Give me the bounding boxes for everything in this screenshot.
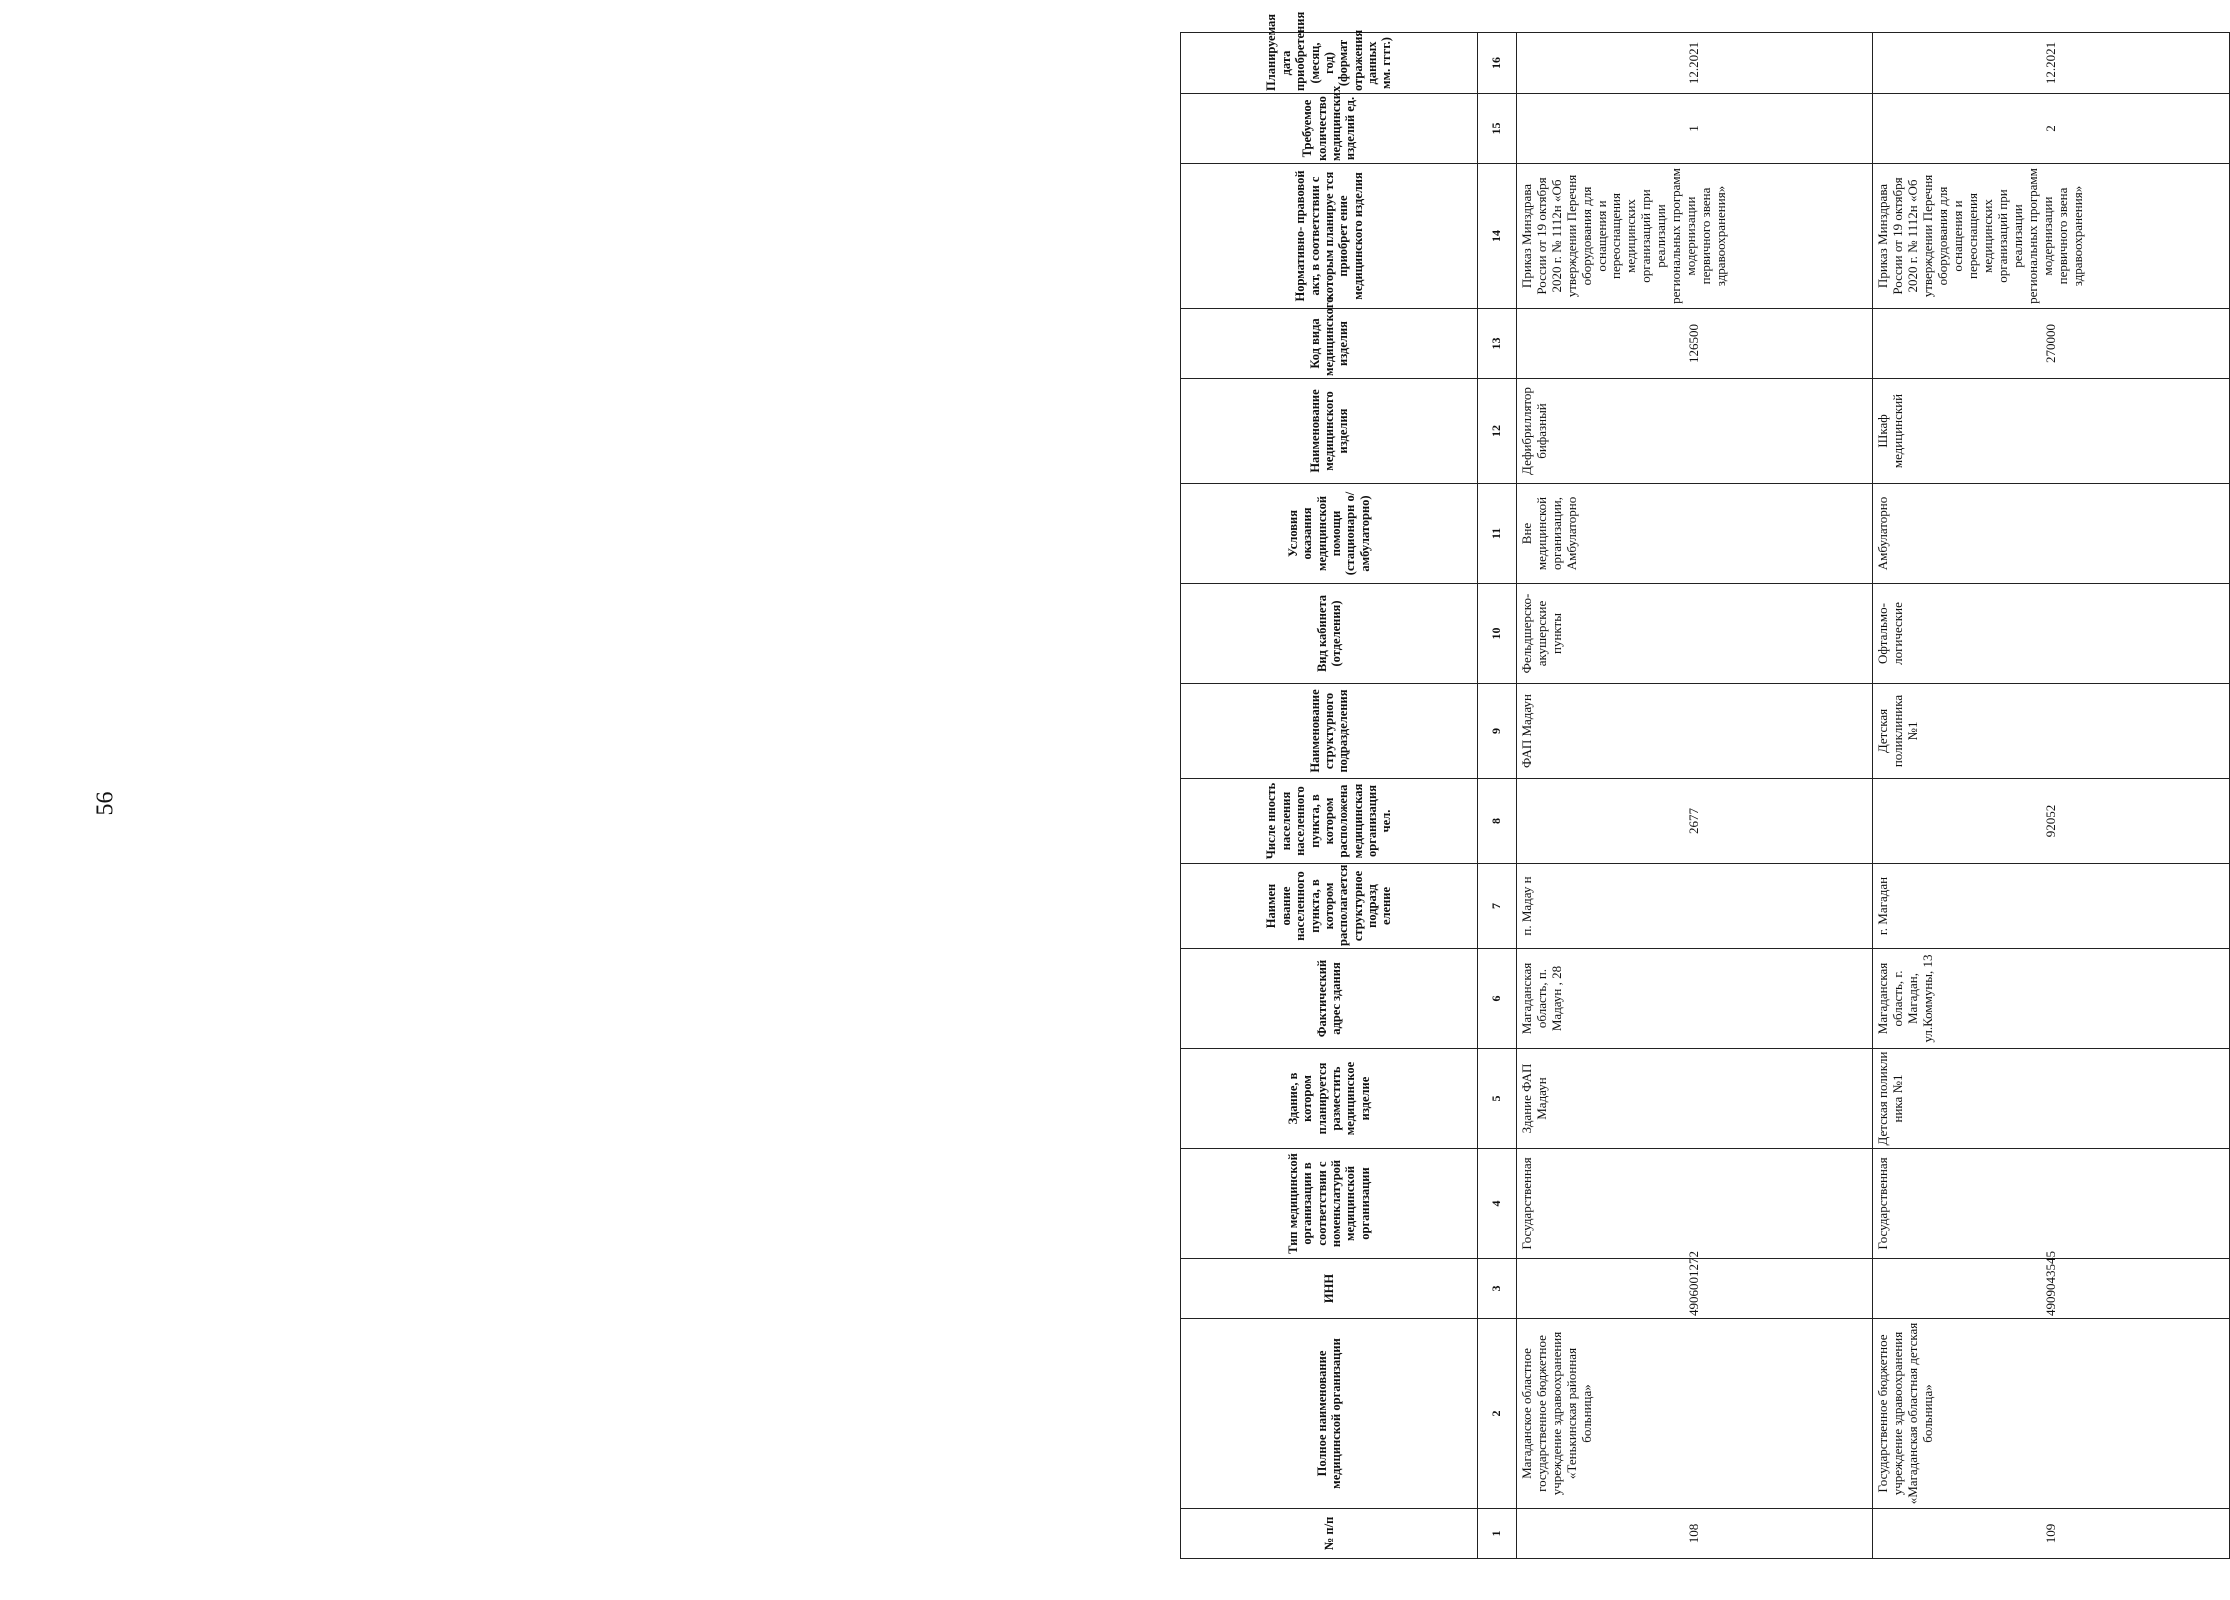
organization-name: Государственное бюджетное учреждение здравоохранения «Магаданская областная детская больница»	[1873, 1319, 2230, 1509]
column-number: 6	[1478, 949, 1517, 1049]
column-number: 5	[1478, 1049, 1517, 1149]
header-cell: Вид кабинета (отделения)	[1181, 584, 1478, 684]
address: Магаданская область, п. Мадаун , 28	[1516, 949, 1873, 1049]
column-number: 15	[1478, 94, 1517, 164]
table-row	[1873, 33, 2230, 1559]
settlement: п. Мадау н	[1516, 864, 1873, 949]
header-cell: Наименование структурного подразделения	[1181, 684, 1478, 779]
header-cell: Планируемая дата приобретения (месяц, год) (формат отражения данных мм. гггг.)	[1181, 33, 1478, 94]
column-number: 14	[1478, 164, 1517, 309]
subdivision: Детская поликлиника №1	[1873, 684, 2230, 779]
row-number: 109	[1873, 1509, 2230, 1559]
header-cell: Наименование медицинского изделия	[1181, 379, 1478, 484]
care-conditions: Вне медицинской организации, Амбулаторно	[1516, 484, 1873, 584]
header-cell: Условия оказания медицинской помощи (стационарн о/амбулаторно)	[1181, 484, 1478, 584]
header-cell: Числе нность населения населенного пункта, в котором расположена медицинская организация чел.	[1181, 779, 1478, 864]
organization-type: Государственная	[1516, 1149, 1873, 1259]
column-number: 4	[1478, 1149, 1517, 1259]
planned-date: 12.2021	[1873, 33, 2230, 94]
header-cell: Тип медицинской организации в соответствии с номенклатурой медицинской организации	[1181, 1149, 1478, 1259]
column-number: 2	[1478, 1319, 1517, 1509]
care-conditions: Амбулаторно	[1873, 484, 2230, 584]
header-cell: Код вида медицинского изделия	[1181, 309, 1478, 379]
legal-act: Приказ Минздрава России от 19 октября 2020 г. № 1112н «Об утверждении Перечня оборудования для оснащения и переоснащения медицинских организаций при реализации региональных программ модернизации первичного звена здравоохранения»	[1516, 164, 1873, 309]
header-cell: Полное наименование медицинской организации	[1181, 1319, 1478, 1509]
quantity: 2	[1873, 94, 2230, 164]
column-number: 8	[1478, 779, 1517, 864]
header-cell: Наимен ование населенного пункта, в котором располагается структурное подразд еление	[1181, 864, 1478, 949]
header-cell: Требуемое количество медицинских изделий ед.	[1181, 94, 1478, 164]
population: 2677	[1516, 779, 1873, 864]
device-code: 126500	[1516, 309, 1873, 379]
column-number: 7	[1478, 864, 1517, 949]
column-number: 3	[1478, 1259, 1517, 1319]
table-row	[1516, 33, 1873, 1559]
cabinet-type: Офтальмо-логические	[1873, 584, 2230, 684]
header-cell: ИНН	[1181, 1259, 1478, 1319]
population: 92052	[1873, 779, 2230, 864]
header-cell: № п/п	[1181, 1509, 1478, 1559]
organization-type: Государственная	[1873, 1149, 2230, 1259]
column-number-row	[1478, 33, 1517, 1559]
header-cell: Фактический адрес здания	[1181, 949, 1478, 1049]
device-code: 270000	[1873, 309, 2230, 379]
organization-name: Магаданское областное государственное бюджетное учреждение здравоохранения «Тенькинская районная больница»	[1516, 1319, 1873, 1509]
inn: 4909043545	[1873, 1259, 2230, 1319]
equipment-table	[1180, 11, 2230, 1559]
page-number: 56	[92, 791, 119, 816]
quantity: 1	[1516, 94, 1873, 164]
column-number: 16	[1478, 33, 1517, 94]
inn: 4906001272	[1516, 1259, 1873, 1319]
device-name: Шкаф медицинский	[1873, 379, 2230, 484]
row-number: 108	[1516, 1509, 1873, 1559]
address: Магаданская область, г. Магадан, ул.Коммуны, 13	[1873, 949, 2230, 1049]
legal-act: Приказ Минздрава России от 19 октября 2020 г. № 1112н «Об утверждении Перечня оборудования для оснащения и переоснащения медицинских организаций при реализации региональных программ модернизации первичного звена здравоохранения»	[1873, 164, 2230, 309]
column-number: 9	[1478, 684, 1517, 779]
building: Здание ФАП Мадаун	[1516, 1049, 1873, 1149]
cabinet-type: Фельдшерско-акушерские пункты	[1516, 584, 1873, 684]
equipment-table-sheet	[1180, 11, 2230, 1559]
settlement: г. Магадан	[1873, 864, 2230, 949]
column-number: 1	[1478, 1509, 1517, 1559]
building: Детская поликли ника №1	[1873, 1049, 2230, 1149]
subdivision: ФАП Мадаун	[1516, 684, 1873, 779]
header-cell: Здание, в котором планируется разместить медицинское изделие	[1181, 1049, 1478, 1149]
header-cell: Нормативно- правовой акт, в соответствии с которым планируе тся приобрет ение медицинского изделия	[1181, 164, 1478, 309]
device-name: Дефибриллятор бифазный	[1516, 379, 1873, 484]
planned-date: 12.2021	[1516, 33, 1873, 94]
column-number: 10	[1478, 584, 1517, 684]
column-number: 12	[1478, 379, 1517, 484]
column-number: 13	[1478, 309, 1517, 379]
table-header-row	[1181, 33, 1478, 1559]
column-number: 11	[1478, 484, 1517, 584]
